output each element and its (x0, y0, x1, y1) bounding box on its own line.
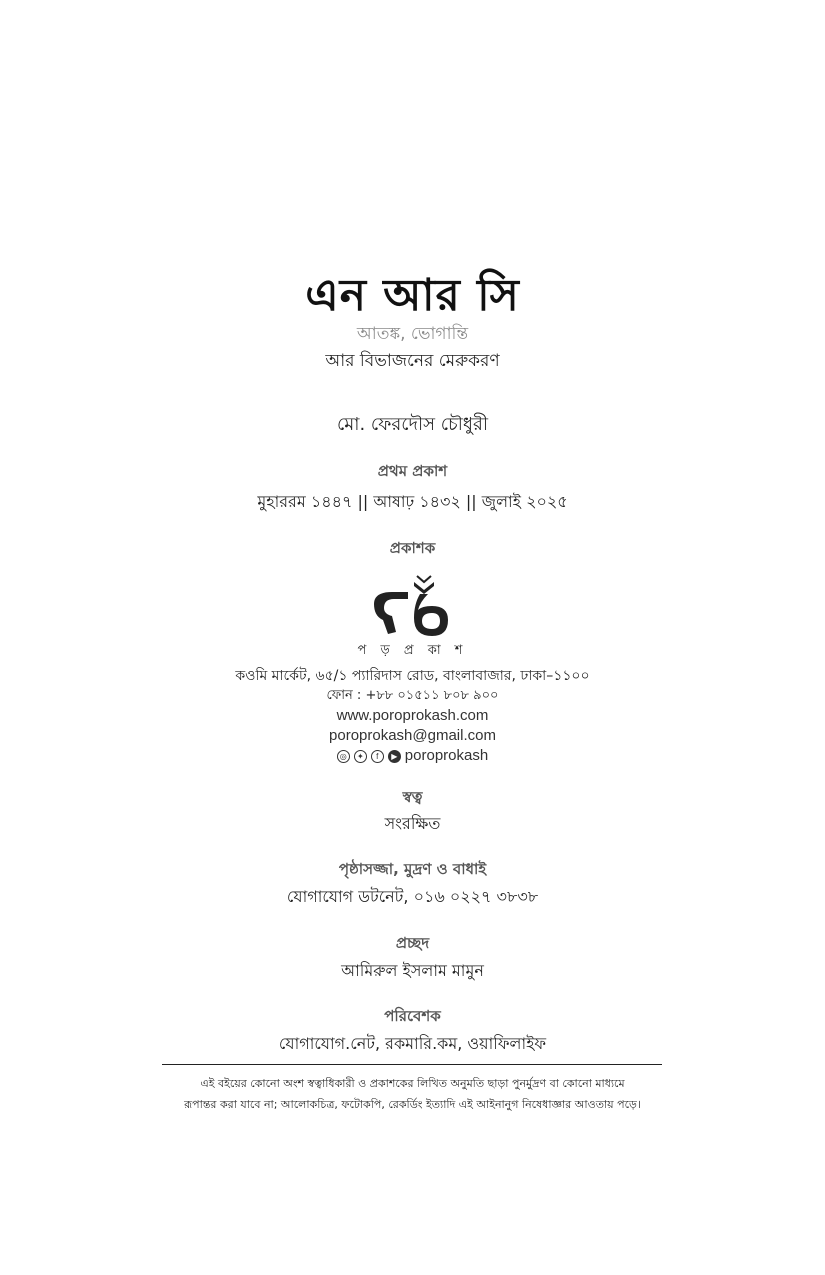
printing-label: পৃষ্ঠাসজ্জা, মুদ্রণ ও বাধাই (338, 860, 487, 878)
rights-label: স্বত্ব (402, 788, 423, 806)
distributor-value: যোগাযোগ.নেট, রকমারি.কম, ওয়াফিলাইফ (278, 1034, 547, 1053)
author-name: মো. ফেরদৌস চৌধুরী (336, 414, 489, 435)
cover-label: প্রচ্ছদ (395, 934, 430, 952)
publisher-email[interactable]: poroprokash@gmail.com (329, 727, 496, 744)
social-handle: poroprokash (404, 747, 489, 764)
divider-line (162, 1064, 662, 1065)
book-title: এন আর সি (305, 270, 520, 321)
subtitle-line-2: আর বিভাজনের মেরুকরণ (325, 351, 500, 371)
publisher-label: প্রকাশক (389, 539, 436, 557)
cover-value: আমিরুল ইসলাম মামুন (341, 961, 484, 980)
printing-value: যোগাযোগ ডটনেট, ০১৬ ০২২৭ ৩৮৩৮ (286, 887, 539, 906)
social-row (0, 747, 825, 764)
subtitle-line-1: আতঙ্ক, ভোগান্তি (356, 324, 469, 344)
publisher-address: কওমি মার্কেট, ৬৫/১ প্যারিদাস রোড, বাংলাবাজার, ঢাকা–১১০০ (235, 668, 590, 684)
copyright-notice-line-2: রূপান্তর করা যাবে না; আলোকচিত্র, ফটোকপি, রেকর্ডিং ইত্যাদি এই আইনানুগ নিষেধাজ্ঞার আওতায় পড়ে। (184, 1098, 641, 1111)
publisher-website[interactable]: www.poroprokash.com (336, 707, 489, 724)
twitter-icon[interactable]: ✦ (354, 750, 367, 763)
youtube-icon[interactable]: ▶ (388, 750, 401, 763)
first-edition-label: প্রথম প্রকাশ (377, 462, 448, 480)
rights-value: সংরক্ষিত (384, 814, 441, 833)
publisher-phone: ফোন : +৮৮ ০১৫১১ ৮০৮ ৯০০ (326, 688, 499, 703)
publisher-logo (362, 572, 462, 642)
instagram-icon[interactable]: ◎ (337, 750, 350, 763)
copyright-notice-line-1: এই বইয়ের কোনো অংশ স্বত্বাধিকারী ও প্রকাশকের লিখিত অনুমতি ছাড়া পুনর্মুদ্রণ বা কোনো মাধ্যমে (200, 1077, 625, 1090)
first-edition-date: মুহাররম ১৪৪৭ || আষাঢ় ১৪৩২ || জুলাই ২০২৫ (257, 492, 568, 511)
facebook-icon[interactable]: f (371, 750, 384, 763)
publisher-name: প ড় প্র কা শ (357, 643, 468, 658)
distributor-label: পরিবেশক (384, 1007, 441, 1025)
